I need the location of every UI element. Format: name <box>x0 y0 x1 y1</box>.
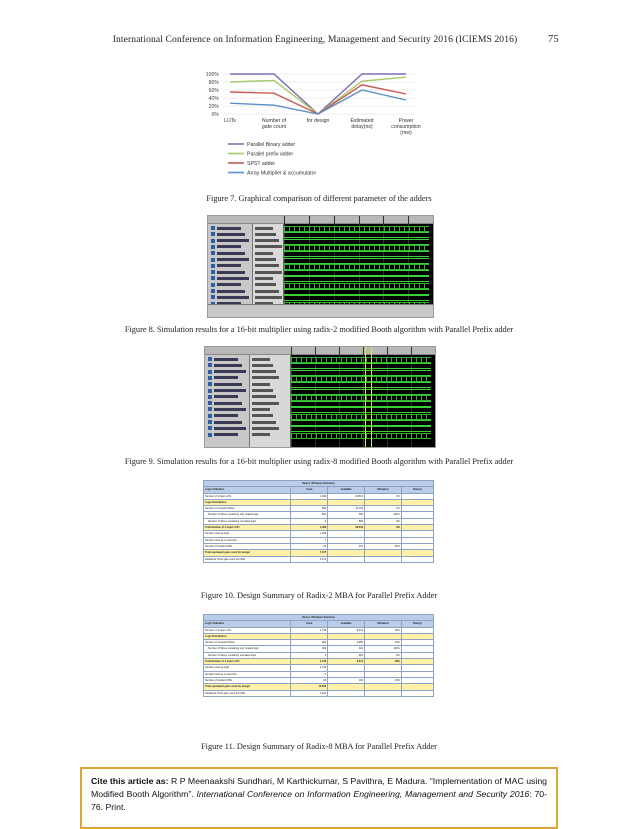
table-cell: 29,504 <box>328 525 365 531</box>
table-cell: 1,746 <box>291 665 328 671</box>
table-cell: 1,099 <box>291 525 328 531</box>
table-cell: 18% <box>364 659 401 665</box>
fig7-caption: Figure 7. Graphical comparison of different parameter of the adders <box>206 194 432 203</box>
table-cell: 63 <box>291 677 328 683</box>
table-cell: 100% <box>364 512 401 518</box>
signal-value <box>252 395 276 398</box>
table-cell <box>364 556 401 562</box>
table-cell: 14,752 <box>328 506 365 512</box>
signal-row <box>208 288 433 294</box>
signal-value <box>255 239 279 242</box>
signal-row <box>205 375 435 381</box>
signal-row <box>205 425 435 431</box>
signal-row <box>208 275 433 281</box>
signal-row <box>208 257 433 263</box>
signal-value <box>252 383 270 386</box>
signal-value <box>252 414 273 417</box>
signal-value <box>255 283 276 286</box>
fig9-simulation-window <box>204 346 436 448</box>
signal-waveform <box>291 433 431 439</box>
table-cell: 560 <box>291 512 328 518</box>
table-cell: 4,656 <box>328 640 365 646</box>
table-cell: 1,746 <box>291 627 328 633</box>
signal-value <box>255 277 273 280</box>
signal-row <box>205 356 435 362</box>
citation-venue: International Conference on Information Engineering, Management and Security 2016 <box>196 789 530 800</box>
signal-name <box>214 383 242 386</box>
series-line <box>230 85 406 114</box>
signal-icon <box>208 395 212 399</box>
legend-label: Array Multiplier & accumulator <box>247 170 317 177</box>
table-cell: Number used as logic <box>204 665 291 671</box>
fig8-simulation-window <box>207 215 434 318</box>
signal-row <box>208 238 433 244</box>
signal-name <box>214 364 242 367</box>
signal-icon <box>208 433 212 437</box>
table-cell: 29,504 <box>328 493 365 499</box>
table-cell: 7 <box>291 537 328 543</box>
table-cell: 0 <box>291 671 328 677</box>
table-cell: 3% <box>364 493 401 499</box>
signal-icon <box>211 239 215 243</box>
signal-row <box>205 362 435 368</box>
table-cell: 1,099 <box>291 493 328 499</box>
table-cell: 7,157 <box>291 550 328 556</box>
column-header: Available <box>328 487 365 493</box>
signal-row <box>205 406 435 412</box>
table-cell: 19% <box>364 640 401 646</box>
fig11-caption: Figure 11. Design Summary of Radix-8 MBA for Parallel Prefix Adder <box>201 742 437 751</box>
signal-value <box>252 376 279 379</box>
signal-icon <box>208 414 212 418</box>
signal-icon <box>211 295 215 299</box>
signal-value <box>252 389 273 392</box>
signal-name <box>214 408 246 411</box>
signal-value <box>255 233 276 236</box>
table-cell: Number of 4 input LUTs <box>204 627 291 633</box>
waveform-timeline <box>208 304 433 317</box>
signal-value <box>255 227 273 230</box>
table-cell: 902 <box>328 646 365 652</box>
conference-title: International Conference on Information Engineering, Management and Security 2016 (ICIEMS 2016) <box>112 34 518 45</box>
signal-name <box>217 277 249 280</box>
page-number: 75 <box>548 34 559 45</box>
y-tick-label: 60% <box>208 87 219 94</box>
table-cell: 3% <box>364 506 401 512</box>
x-tick-label: LUTs <box>224 118 236 124</box>
signal-icon <box>211 270 215 274</box>
table-cell <box>401 690 433 696</box>
signal-name <box>217 233 245 236</box>
table-title: Device Utilization Summary <box>204 615 434 621</box>
signal-icon <box>211 245 215 249</box>
signal-name <box>217 258 249 261</box>
signal-icon <box>211 289 215 293</box>
signal-icon <box>211 264 215 268</box>
signal-value <box>252 402 279 405</box>
table-cell: Number of Slices containing only related logic <box>204 646 291 652</box>
signal-icon <box>208 426 212 430</box>
y-tick-label: 40% <box>208 95 219 102</box>
signal-value <box>252 433 270 436</box>
column-header: Used <box>291 487 328 493</box>
legend-label: Parallel prefix adder <box>247 151 294 158</box>
table-cell: 0 <box>291 518 328 524</box>
signal-name <box>217 271 245 274</box>
signal-value <box>255 296 282 299</box>
table-title: Device Utilization Summary <box>204 481 434 487</box>
signal-name <box>217 290 245 293</box>
table-cell: 10,503 <box>291 684 328 690</box>
signal-value <box>255 245 282 248</box>
signal-row <box>205 419 435 425</box>
signal-name <box>214 370 246 373</box>
fig10-caption: Figure 10. Design Summary of Radix-2 MBA for Parallel Prefix Adder <box>200 591 438 600</box>
table-cell: 3,072 <box>291 556 328 562</box>
signal-name <box>214 402 242 405</box>
column-header: Logic Utilization <box>204 621 291 627</box>
signal-value <box>255 252 273 255</box>
signal-icon <box>208 389 212 393</box>
signal-icon <box>211 258 215 262</box>
table-cell: Number used as a route-thru <box>204 537 291 543</box>
signal-icon <box>211 232 215 236</box>
signal-icon <box>208 376 212 380</box>
table-cell: Number of Slices containing only related logic <box>204 512 291 518</box>
signal-name <box>214 389 246 392</box>
series-line <box>230 90 406 114</box>
fig10-design-summary-table <box>203 480 434 563</box>
signal-value <box>255 290 279 293</box>
signal-row <box>205 394 435 400</box>
table-cell: 560 <box>328 518 365 524</box>
fig8-caption: Figure 8. Simulation results for a 16-bit multiplier using radix-2 modified Booth algorithm with Parallel Prefix adder <box>124 325 514 334</box>
table-cell: 0% <box>364 518 401 524</box>
signal-icon <box>208 363 212 367</box>
signal-value <box>252 427 279 430</box>
signal-name <box>217 283 241 286</box>
signal-value <box>252 370 276 373</box>
signal-icon <box>211 226 215 230</box>
table-cell: Additional JTAG gate count for IOBs <box>204 556 291 562</box>
signal-value <box>252 364 273 367</box>
table-cell: 560 <box>291 506 328 512</box>
table-cell: Number of occupied Slices <box>204 640 291 646</box>
signal-name <box>214 395 238 398</box>
fig7-line-chart <box>170 66 470 184</box>
table-cell: Number of Slices containing unrelated logic <box>204 518 291 524</box>
signal-icon <box>208 357 212 361</box>
signal-row <box>205 381 435 387</box>
signal-name <box>217 245 241 248</box>
signal-name <box>214 358 238 361</box>
table-cell: 1,746 <box>291 659 328 665</box>
citation-box <box>80 767 558 829</box>
signal-row <box>208 269 433 275</box>
signal-value <box>252 358 270 361</box>
signal-icon <box>208 382 212 386</box>
signal-row <box>205 400 435 406</box>
signal-name <box>217 264 241 267</box>
signal-row <box>205 413 435 419</box>
table-cell: 560 <box>328 512 365 518</box>
signal-name <box>217 296 249 299</box>
table-cell: 190 <box>328 677 365 683</box>
signal-name <box>214 433 238 436</box>
x-tick-label: Power consumption (mw) <box>391 118 421 136</box>
table-cell: 902 <box>328 652 365 658</box>
column-header: Used <box>291 621 328 627</box>
series-line <box>230 77 406 114</box>
signal-value <box>255 264 279 267</box>
table-cell: 9,312 <box>328 659 365 665</box>
table-cell: 3% <box>364 525 401 531</box>
legend-label: Parallel Binary adder <box>247 141 296 148</box>
signal-name <box>217 227 241 230</box>
signal-icon <box>208 370 212 374</box>
signal-value <box>255 258 276 261</box>
legend-label: SPST adder <box>247 160 276 167</box>
x-tick-label: Number of gate count <box>261 118 287 130</box>
column-header: Logic Utilization <box>204 487 291 493</box>
signal-name <box>217 252 245 255</box>
signal-row <box>205 388 435 394</box>
table-cell: 3,024 <box>291 690 328 696</box>
citation-label: Cite this article as: <box>91 776 169 786</box>
table-cell <box>328 556 365 562</box>
signal-row <box>208 250 433 256</box>
table-cell: 902 <box>291 640 328 646</box>
table-cell <box>401 556 433 562</box>
table-cell: Total Number of 4 input LUTs <box>204 659 291 665</box>
y-tick-label: 0% <box>211 111 219 118</box>
table-cell: Number of 4 input LUTs <box>204 493 291 499</box>
signal-icon <box>211 251 215 255</box>
table-row <box>204 556 434 562</box>
column-header: Utilization <box>364 487 401 493</box>
table-cell: Total equivalent gate count for design <box>204 550 291 556</box>
table-cell: 26% <box>364 543 401 549</box>
table-cell: 0% <box>364 652 401 658</box>
table-cell: 1,099 <box>291 531 328 537</box>
table-cell <box>328 690 365 696</box>
table-cell: 9,312 <box>328 627 365 633</box>
table-cell: Number of Slices containing unrelated logic <box>204 652 291 658</box>
signal-row <box>205 432 435 438</box>
signal-name <box>217 239 249 242</box>
signal-name <box>214 427 246 430</box>
signal-icon <box>208 420 212 424</box>
table-cell: 0 <box>291 652 328 658</box>
time-cursor <box>365 347 366 447</box>
signal-row <box>208 231 433 237</box>
signal-name <box>214 414 238 417</box>
signal-value <box>255 271 282 274</box>
column-header: Note(s) <box>401 621 433 627</box>
table-cell: Number of occupied Slices <box>204 506 291 512</box>
signal-row <box>208 282 433 288</box>
table-cell <box>364 690 401 696</box>
signal-row <box>208 263 433 269</box>
table-cell: 18% <box>364 627 401 633</box>
waveform-header <box>208 216 433 224</box>
table-cell: 43% <box>364 677 401 683</box>
column-header: Note(s) <box>401 487 433 493</box>
y-tick-label: 20% <box>208 103 219 110</box>
signal-icon <box>208 407 212 411</box>
table-cell: Number used as a route-thru <box>204 671 291 677</box>
signal-value <box>252 421 276 424</box>
signal-row <box>205 369 435 375</box>
table-cell: 64 <box>291 543 328 549</box>
y-tick-label: 80% <box>208 79 219 86</box>
table-cell: 376 <box>328 543 365 549</box>
table-cell: Total Number of 4 input LUTs <box>204 525 291 531</box>
waveform-header <box>205 347 435 355</box>
table-cell: Number used as logic <box>204 531 291 537</box>
table-cell: Additional JTAG gate count for IOBs <box>204 690 291 696</box>
fig11-design-summary-table <box>203 614 434 697</box>
table-cell: Logic Distribution <box>204 633 291 639</box>
signal-row <box>208 244 433 250</box>
table-cell: Total equivalent gate count for design <box>204 684 291 690</box>
signal-value <box>252 408 270 411</box>
y-tick-label: 100% <box>205 71 219 78</box>
table-cell: 100% <box>364 646 401 652</box>
table-cell: Logic Distribution <box>204 499 291 505</box>
fig9-caption: Figure 9. Simulation results for a 16-bit multiplier using radix-8 modified Booth algorithm with Parallel Prefix adder <box>124 457 514 466</box>
table-cell: 902 <box>291 646 328 652</box>
signal-icon <box>211 283 215 287</box>
citation-pages: : 70-76. Print. <box>91 789 548 813</box>
column-header: Available <box>328 621 365 627</box>
column-header: Utilization <box>364 621 401 627</box>
time-cursor <box>371 347 372 447</box>
signal-icon <box>211 276 215 280</box>
signal-row <box>208 294 433 300</box>
signal-name <box>214 421 242 424</box>
x-tick-label: Estimated delay(ns) <box>350 118 374 130</box>
signal-name <box>214 376 238 379</box>
signal-row <box>208 225 433 231</box>
citation-authors: R P Meenaakshi Sundhari, M Karthickumar, S Pavithra, E Madura. “Implementation of MAC using Modified Booth Algorithm”. <box>91 776 547 800</box>
signal-icon <box>208 401 212 405</box>
table-cell: Number of bonded IOBs <box>204 677 291 683</box>
table-cell: Number of bonded IOBs <box>204 543 291 549</box>
x-tick-label: for design <box>306 118 330 124</box>
table-row <box>204 690 434 696</box>
